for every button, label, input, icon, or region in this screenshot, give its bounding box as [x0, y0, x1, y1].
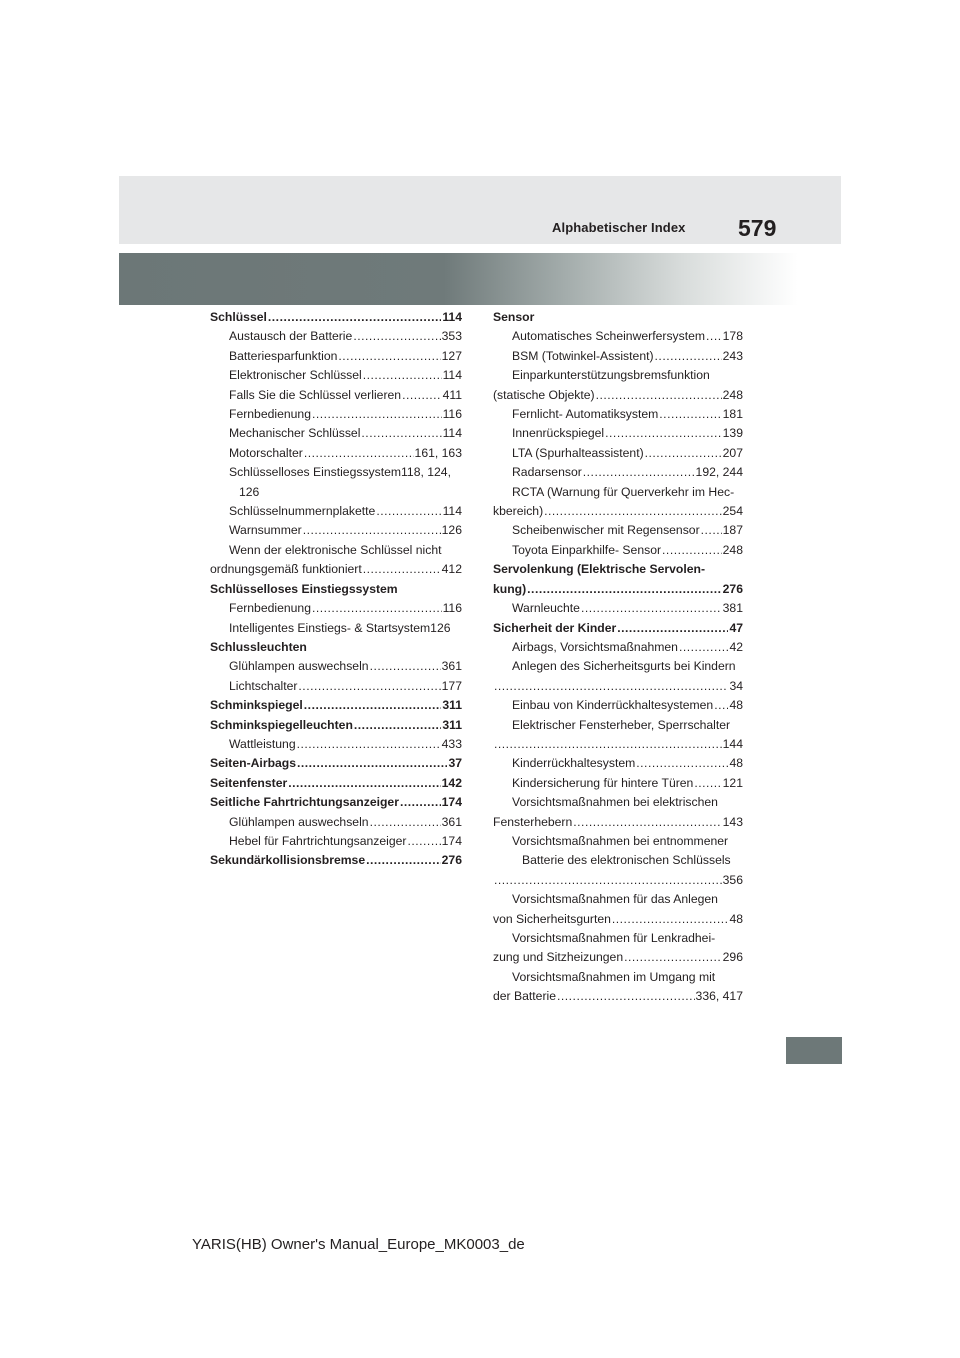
entry-text: Lichtschalter [229, 678, 298, 693]
dot-leader [408, 832, 441, 851]
page-reference: 353 [441, 329, 462, 344]
entry-text: Batteriesparfunktion [229, 348, 338, 363]
index-subentry [493, 774, 743, 793]
index-subentry [493, 948, 743, 967]
dot-leader [268, 308, 441, 327]
entry-text: LTA (Spurhalteassistent) [512, 445, 644, 460]
dot-leader [494, 871, 722, 890]
dot-leader [354, 716, 441, 735]
chapter-thumb-tab [786, 1037, 842, 1064]
dot-leader [303, 521, 441, 540]
dot-leader [617, 619, 728, 638]
entry-text: Schlüssel [210, 310, 267, 324]
entry-text: der Batterie [493, 989, 557, 1004]
entry-text: Fernbedienung [229, 407, 311, 422]
page-reference: 126 [441, 523, 462, 538]
entry-text: Kindersicherung für hintere Türen [512, 775, 694, 790]
index-subentry [210, 444, 462, 463]
dot-leader [304, 444, 414, 463]
dot-leader [297, 735, 441, 754]
index-subentry [493, 580, 743, 599]
entry-text: Schminkspiegelleuchten [210, 717, 353, 732]
index-subentry-line: Batterie des elektronischen Schlüssels [522, 853, 731, 868]
dot-leader [288, 774, 440, 793]
index-heading: Servolenkung (Elektrische Servolen- [493, 562, 706, 577]
page-reference: 114 [442, 310, 462, 324]
page-reference: 114 [442, 368, 462, 383]
page-reference: 254 [722, 504, 743, 519]
dot-leader [376, 502, 441, 521]
dot-leader [662, 541, 722, 560]
index-subentry-line: Einparkunterstützungsbremsfunktion [512, 368, 710, 383]
entry-text: Fernbedienung [229, 601, 311, 616]
index-subentry [210, 405, 462, 424]
page-reference: 48 [729, 911, 743, 926]
dot-leader [636, 754, 728, 773]
entry-text: Glühlampen auswechseln [229, 659, 369, 674]
index-subentry [493, 696, 743, 715]
dot-leader [679, 638, 728, 657]
page-reference: 356 [722, 872, 743, 887]
section-title: Alphabetischer Index [552, 220, 686, 235]
index-subentry [210, 347, 462, 366]
dot-leader [583, 463, 695, 482]
entry-text: Seitliche Fahrtrichtungsanzeiger [210, 795, 399, 810]
entry-text: Falls Sie die Schlüssel verlieren [229, 387, 402, 402]
entry-text: Kinderrückhaltesystem [512, 756, 636, 771]
page-reference: 121 [722, 775, 743, 790]
index-subentry [210, 386, 462, 405]
index-column-left [210, 308, 462, 871]
dot-leader [361, 424, 441, 443]
index-subentry [210, 813, 462, 832]
index-subentry [210, 599, 462, 618]
index-subentry [493, 444, 743, 463]
entry-text: (statische Objekte) [493, 387, 595, 402]
page-reference: 181 [722, 407, 743, 422]
page-reference: 114 [442, 504, 462, 519]
page-reference: 114 [442, 426, 462, 441]
dot-leader [605, 424, 722, 443]
index-subentry [210, 502, 462, 521]
page-reference: 311 [442, 717, 462, 732]
entry-text: Wattleistung [229, 736, 296, 751]
page-reference: 243 [722, 348, 743, 363]
index-entry [493, 619, 743, 638]
index-subentry [210, 735, 462, 754]
index-entry [210, 774, 462, 793]
index-subentry [210, 424, 462, 443]
footer-text: YARIS(HB) Owner's Manual_Europe_MK0003_de [192, 1236, 525, 1253]
entry-text: von Sicherheitsgurten [493, 911, 611, 926]
page-reference: 142 [441, 775, 462, 790]
index-subentry-line: Vorsichtsmaßnahmen bei entnommener [512, 833, 729, 848]
entry-text: Schlüsselnummernplakette [229, 504, 376, 519]
page-reference: 143 [722, 814, 743, 829]
index-subentry-line: Vorsichtsmaßnahmen für das Anlegen [512, 892, 718, 907]
dot-leader [573, 813, 721, 832]
entry-text: Glühlampen auswechseln [229, 814, 369, 829]
dot-leader [298, 677, 440, 696]
index-subentry-line: Vorsichtsmaßnahmen bei elektrischen [512, 795, 718, 810]
index-subentry [493, 599, 743, 618]
entry-text: Schminkspiegel [210, 698, 303, 713]
dot-leader [706, 327, 722, 346]
page-reference: 207 [722, 445, 743, 460]
entry-text: Austausch der Batterie [229, 329, 353, 344]
page-reference: 116 [442, 601, 462, 616]
index-subentry-line: Elektrischer Fensterheber, Sperrschalter [512, 717, 731, 732]
dot-leader [714, 696, 728, 715]
index-subentry [493, 386, 743, 405]
index-heading: Schlüsselloses Einstiegssystem [210, 581, 398, 596]
index-subentry [210, 677, 462, 696]
index-heading: Sensor [493, 310, 535, 324]
index-subentry-line: Wenn der elektronische Schlüssel nicht [229, 542, 442, 557]
page-reference: 311 [442, 698, 462, 713]
entry-text: Toyota Einparkhilfe- Sensor [512, 542, 662, 557]
page-reference: 37 [448, 756, 462, 771]
entry-text: kbereich) [493, 504, 544, 519]
index-subentry [210, 657, 462, 676]
entry-text: Motorschalter [229, 445, 303, 460]
entry-text: Sekundärkollisionsbremse [210, 853, 366, 868]
index-subentry [493, 638, 743, 657]
index-subentry-line: Intelligentes Einstiegs- & Startsystem126 [229, 620, 451, 635]
index-subentry [493, 813, 743, 832]
dot-leader [494, 677, 728, 696]
index-heading: Schlussleuchten [210, 639, 307, 654]
entry-text: Radarsensor [512, 465, 582, 480]
entry-text: Automatisches Scheinwerfersystem [512, 329, 706, 344]
page-reference: 187 [722, 523, 743, 538]
dot-leader [494, 735, 722, 754]
index-entry [210, 851, 462, 870]
page-reference: 192, 244 [695, 465, 743, 480]
entry-text: Warnleuchte [512, 601, 580, 616]
entry-text: kung) [493, 581, 527, 596]
dot-leader [694, 774, 721, 793]
dot-leader [370, 813, 441, 832]
page-reference: 276 [722, 581, 743, 596]
page-reference: 296 [722, 950, 743, 965]
page-number: 579 [738, 215, 777, 241]
index-subentry [493, 463, 743, 482]
index-subentry [493, 347, 743, 366]
entry-text: Hebel für Fahrtrichtungsanzeiger [229, 833, 407, 848]
index-subentry [210, 832, 462, 851]
dot-leader [338, 347, 440, 366]
index-subentry [493, 910, 743, 929]
entry-text: Fernlicht- Automatiksystem [512, 407, 659, 422]
index-subentry-line: Vorsichtsmaßnahmen im Umgang mit [512, 969, 716, 984]
dot-leader [557, 987, 695, 1006]
index-subentry [493, 677, 743, 696]
index-subentry [493, 754, 743, 773]
page-reference: 361 [441, 659, 462, 674]
page-reference: 161, 163 [414, 445, 462, 460]
entry-text: BSM (Totwinkel-Assistent) [512, 348, 654, 363]
dot-leader [363, 366, 442, 385]
index-subentry-line: Schlüsselloses Einstiegssystem118, 124, [229, 465, 451, 480]
index-subentry [493, 424, 743, 443]
index-subentry-line: Vorsichtsmaßnahmen für Lenkradhei- [512, 931, 716, 945]
page-reference: 116 [442, 407, 462, 422]
index-subentry [493, 502, 743, 521]
entry-text: Scheibenwischer mit Regensensor [512, 523, 700, 538]
entry-text: Fensterhebern [493, 814, 573, 829]
page-reference: 248 [722, 542, 743, 557]
dot-leader [701, 521, 722, 540]
dot-leader [402, 386, 442, 405]
dot-leader [400, 793, 441, 812]
page-reference: 174 [441, 833, 462, 848]
dot-leader [655, 347, 722, 366]
entry-text: Elektronischer Schlüssel [229, 368, 362, 383]
dot-leader [624, 948, 722, 967]
entry-text: Warnsummer [229, 523, 302, 538]
page-reference: 411 [442, 387, 462, 402]
index-subentry [493, 521, 743, 540]
dot-leader [353, 327, 440, 346]
index-subentry [493, 871, 743, 890]
page-reference: 361 [441, 814, 462, 829]
page-reference: 34 [729, 678, 743, 693]
page-reference: 48 [729, 698, 743, 713]
index-entry [210, 308, 462, 327]
page-reference: 336, 417 [695, 989, 743, 1004]
index-entry [210, 793, 462, 812]
page-reference: 42 [729, 639, 743, 654]
index-subentry-line: RCTA (Warnung für Querverkehr im Hec- [512, 484, 735, 499]
dot-leader [370, 657, 441, 676]
entry-text: ordnungsgemäß funktioniert [210, 562, 362, 577]
dot-leader [596, 386, 722, 405]
index-subentry [493, 327, 743, 346]
dot-leader [645, 444, 722, 463]
header-band [119, 176, 841, 244]
index-entry [210, 754, 462, 773]
index-subentry [493, 541, 743, 560]
decorative-gradient-band [119, 253, 841, 305]
page-reference: 139 [722, 426, 743, 441]
entry-text: zung und Sitzheizungen [493, 950, 624, 965]
page-reference: 48 [729, 756, 743, 771]
dot-leader [659, 405, 721, 424]
page-reference: 433 [441, 736, 462, 751]
page-reference: 177 [441, 678, 462, 693]
page-reference: 412 [441, 562, 462, 577]
index-subentry [210, 521, 462, 540]
index-column-right [493, 308, 743, 1007]
index-subentry [493, 735, 743, 754]
dot-leader [581, 599, 722, 618]
index-subentry-line: 126 [239, 484, 260, 499]
page-reference: 276 [441, 853, 462, 868]
dot-leader [312, 405, 442, 424]
index-subentry [210, 327, 462, 346]
dot-leader [527, 580, 721, 599]
index-subentry [493, 987, 743, 1006]
entry-text: Seitenfenster [210, 775, 288, 790]
entry-text: Airbags, Vorsichtsmaßnahmen [512, 639, 678, 654]
dot-leader [612, 910, 729, 929]
page-reference: 178 [722, 329, 743, 344]
dot-leader [304, 696, 442, 715]
dot-leader [366, 851, 441, 870]
index-subentry [210, 366, 462, 385]
page-reference: 127 [441, 348, 462, 363]
entry-text: Seiten-Airbags [210, 756, 297, 771]
entry-text: Mechanischer Schlüssel [229, 426, 361, 441]
index-subentry-line: Anlegen des Sicherheitsgurts bei Kindern [512, 659, 736, 674]
index-entry [210, 716, 462, 735]
dot-leader [312, 599, 442, 618]
entry-text: Innenrückspiegel [512, 426, 605, 441]
index-entry [210, 696, 462, 715]
index-subentry [210, 560, 462, 579]
page-reference: 174 [441, 795, 462, 810]
dot-leader [297, 754, 447, 773]
page-reference: 381 [722, 601, 743, 616]
dot-leader [363, 560, 441, 579]
dot-leader [544, 502, 722, 521]
page-reference: 144 [722, 736, 743, 751]
page-reference: 248 [722, 387, 743, 402]
page-reference: 47 [729, 620, 743, 635]
entry-text: Einbau von Kinderrückhaltesystemen [512, 698, 714, 713]
index-subentry [493, 405, 743, 424]
entry-text: Sicherheit der Kinder [493, 620, 617, 635]
